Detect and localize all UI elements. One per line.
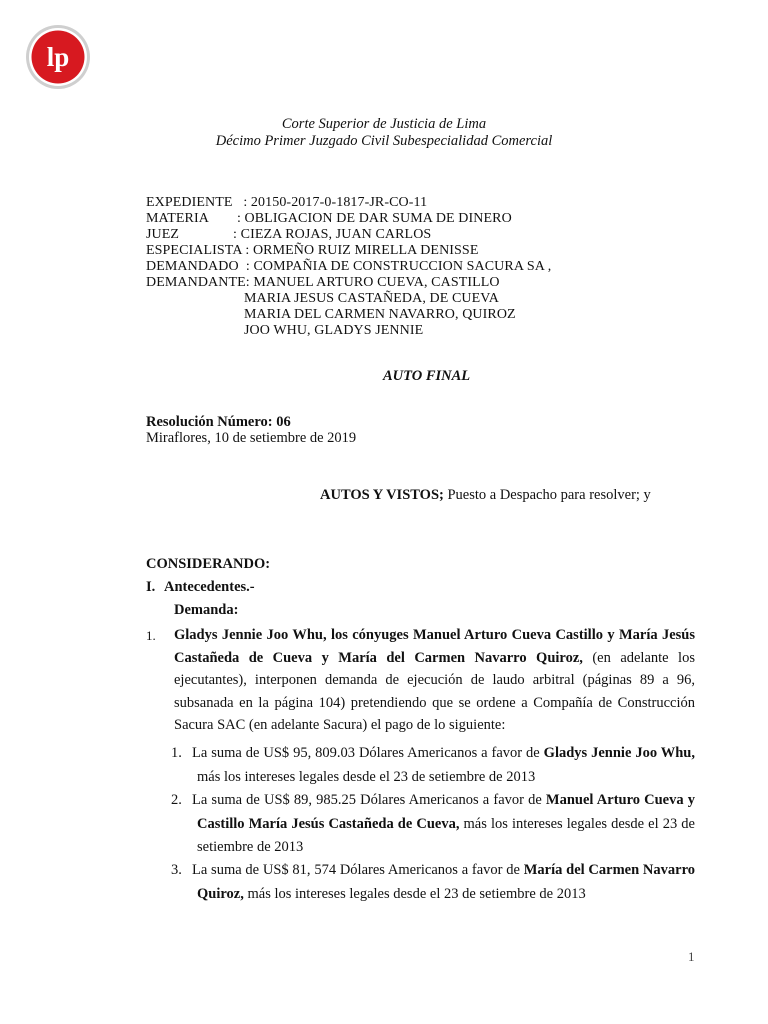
juez-line: JUEZ : CIEZA ROJAS, JUAN CARLOS (146, 227, 432, 242)
section-title: Antecedentes.- (164, 579, 255, 595)
considerando-heading: CONSIDERANDO: (146, 556, 271, 572)
item-number: 2. (171, 792, 182, 808)
claim-item-interest: más los intereses legales desde el 23 de setiembre de 2013 (243, 885, 586, 902)
demandado-line: DEMANDADO : COMPAÑIA DE CONSTRUCCION SACURA SA , (146, 259, 552, 274)
court-name: Corte Superior de Justicia de Lima (281, 116, 487, 132)
claim-item-party: María del Carmen Navarro Quiroz, (197, 862, 696, 902)
autos-y-vistos (320, 487, 651, 504)
claim-item-interest: más los intereses legales desde el 23 de setiembre de 2013 (197, 768, 536, 785)
claim-item (192, 742, 695, 789)
demandante-line-4: JOO WHU, GLADYS JENNIE (244, 323, 424, 338)
autos-text: Puesto a Despacho para resolver; y (443, 487, 651, 503)
demandante-line: DEMANDANTE: MANUEL ARTURO CUEVA, CASTILLO (146, 275, 500, 290)
date-line: Miraflores, 10 de setiembre de 2019 (146, 430, 357, 446)
page-number: 1 (688, 949, 695, 964)
demanda-heading: Demanda: (174, 602, 239, 618)
claim-item-text: La suma de US$ 95, 809.03 Dólares Americanos a favor de (192, 745, 544, 761)
logo-text: lp (46, 42, 70, 72)
section-number: I. (146, 579, 156, 595)
item-number: 3. (171, 862, 182, 878)
paragraph-number: 1. (146, 628, 156, 643)
resolution-number: Resolución Número: 06 (146, 414, 291, 430)
claim-item-interest: más los intereses legales desde el 23 de setiembre de 2013 (197, 815, 695, 855)
document-title: AUTO FINAL (383, 368, 471, 384)
especialista-line: ESPECIALISTA : ORMEÑO RUIZ MIRELLA DENISSE (146, 243, 479, 258)
paragraph-1 (174, 624, 695, 737)
court-subtitle: Décimo Primer Juzgado Civil Subespecialidad Comercial (215, 133, 553, 149)
claim-item-party: Gladys Jennie Joo Whu, (543, 745, 695, 761)
claim-item (192, 789, 695, 860)
item-number: 1. (171, 745, 182, 761)
autos-label: AUTOS Y VISTOS; (320, 487, 444, 503)
paragraph-1-text: (en adelante los ejecutantes), interponen demanda de ejecución de laudo arbitral (páginas 89 a 96, subsanada en la página 104) pretendiendo que se ordene a Compañía de Construcción Sacura SAC (en adelante Sacura) el pago de lo siguiente: (174, 649, 695, 734)
claim-item-text: La suma de US$ 89, 985.25 Dólares Americanos a favor de (192, 792, 546, 808)
materia-line: MATERIA : OBLIGACION DE DAR SUMA DE DINERO (146, 211, 512, 226)
claim-item-party: Manuel Arturo Cueva y Castillo María Jesús Castañeda de Cueva, (197, 792, 695, 832)
claim-item-text: La suma de US$ 81, 574 Dólares Americanos a favor de (192, 862, 524, 878)
lp-logo-icon (25, 24, 91, 90)
demandante-line-2: MARIA JESUS CASTAÑEDA, DE CUEVA (244, 291, 499, 306)
demandante-line-3: MARIA DEL CARMEN NAVARRO, QUIROZ (244, 307, 516, 322)
expediente-line: EXPEDIENTE : 20150-2017-0-1817-JR-CO-11 (146, 195, 428, 210)
paragraph-1-parties: Gladys Jennie Joo Whu, los cónyuges Manuel Arturo Cueva Castillo y María Jesús Castañeda de Cueva y María del Carmen Navarro Quiroz, (174, 627, 695, 666)
claim-item (192, 859, 696, 906)
